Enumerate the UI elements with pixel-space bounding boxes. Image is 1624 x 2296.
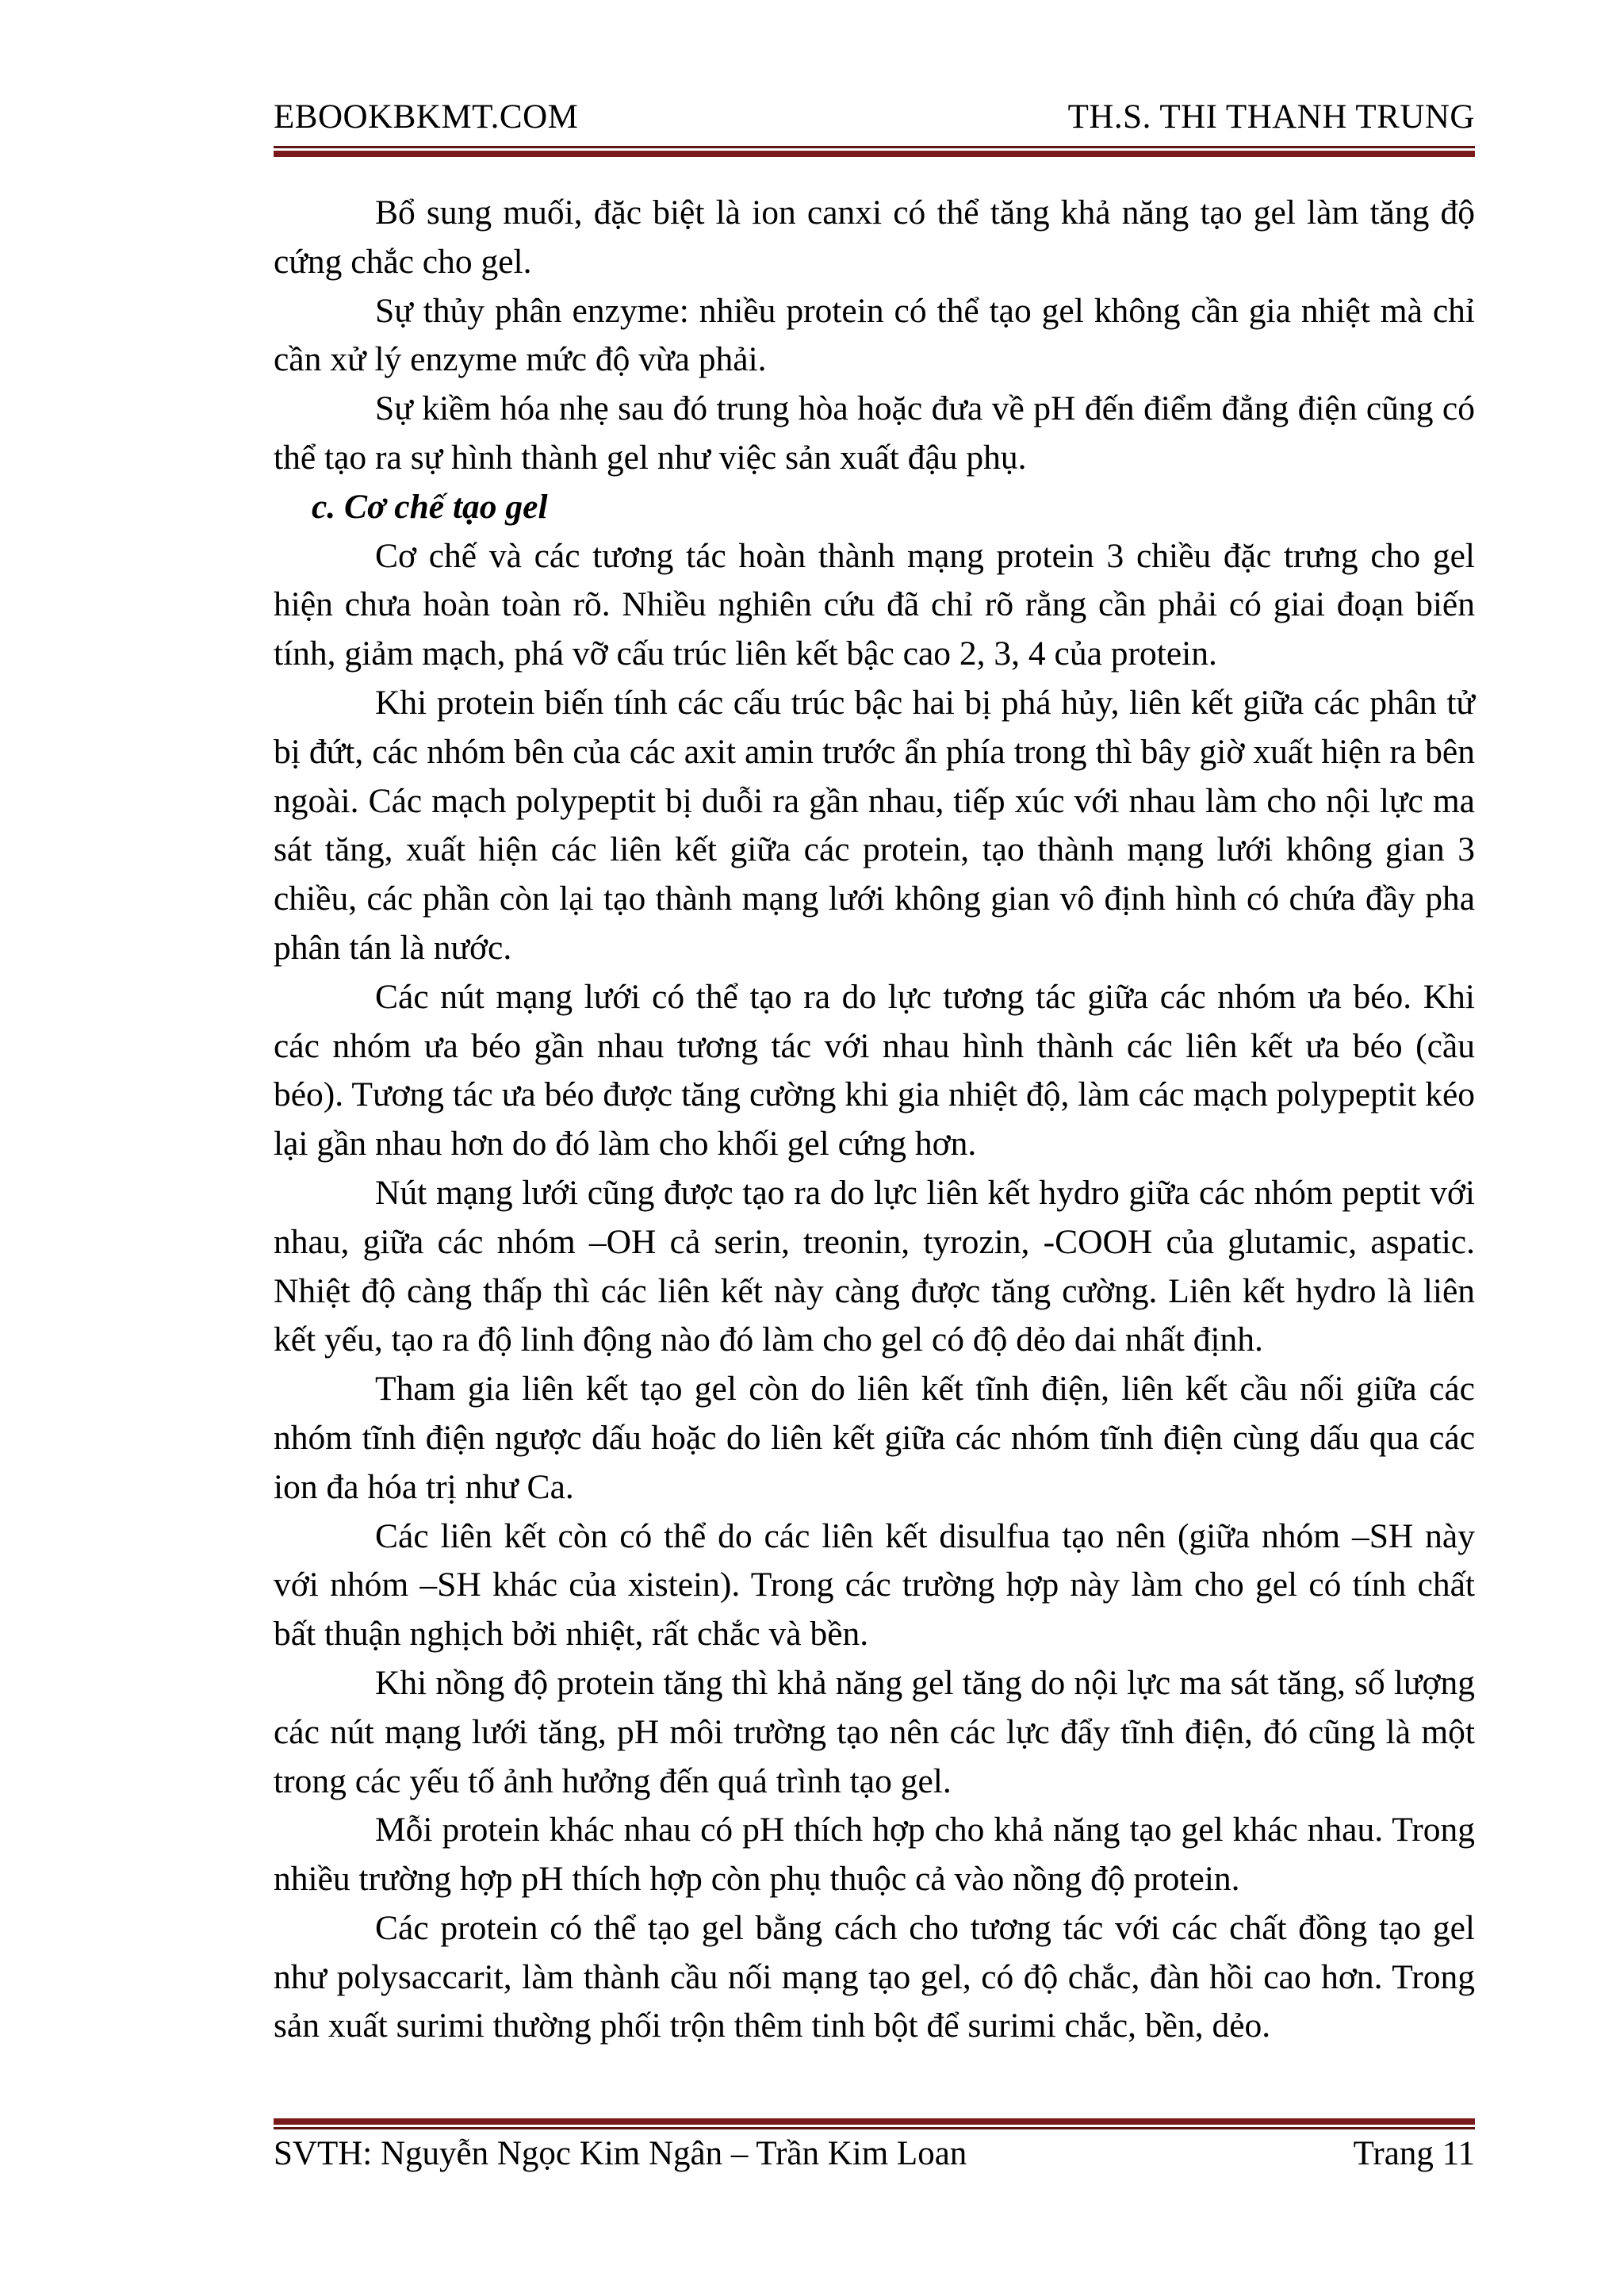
paragraph: Nút mạng lưới cũng được tạo ra do lực liên kết hydro giữa các nhóm peptit với nhau, giữa các nhóm –OH cả serin, treonin, tyrozin, -COOH của glutamic, aspatic. Nhiệt độ càng thấp thì các liên kết này càng được tăng cường. Liên kết hydro là liên kết yếu, tạo ra độ linh động nào đó làm cho gel có độ dẻo dai nhất định. — [274, 1173, 1475, 1359]
footer-students: SVTH: Nguyễn Ngọc Kim Ngân – Trần Kim Loan — [274, 2135, 967, 2172]
paragraph: Khi protein biến tính các cấu trúc bậc hai bị phá hủy, liên kết giữa các phân tử bị đứt, các nhóm bên của các axit amin trước ẩn phía trong thì bây giờ xuất hiện ra bên ngoài. Các mạch polypeptit bị duỗi ra gần nhau, tiếp xúc với nhau làm cho nội lực ma sát tăng, xuất hiện các liên kết giữa các protein, tạo thành mạng lưới không gian 3 chiều, các phần còn lại tạo thành mạng lưới không gian vô định hình có chứa đầy pha phân tán là nước. — [274, 683, 1475, 967]
paragraph: Các protein có thể tạo gel bằng cách cho tương tác với các chất đồng tạo gel như polysaccarit, làm thành cầu nối mạng tạo gel, có độ chắc, đàn hồi cao hơn. Trong sản xuất surimi thường phối trộn thêm tinh bột để surimi chắc, bền, dẻo. — [274, 1908, 1475, 2045]
paragraph: Cơ chế và các tương tác hoàn thành mạng protein 3 chiều đặc trưng cho gel hiện chưa hoàn toàn rõ. Nhiều nghiên cứu đã chỉ rõ rằng cần phải có giai đoạn biến tính, giảm mạch, phá vỡ cấu trúc liên kết bậc cao 2, 3, 4 của protein. — [274, 536, 1475, 673]
header-author: TH.S. THI THANH TRUNG — [1067, 98, 1475, 136]
page-footer — [274, 2130, 1475, 2186]
footer-rule — [274, 2118, 1475, 2129]
page-number: Trang 11 — [1353, 2135, 1475, 2172]
header-rule — [274, 146, 1475, 157]
header-site-name: EBOOKBKMT.COM — [274, 98, 579, 136]
paragraph: Bổ sung muối, đặc biệt là ion canxi có thể tăng khả năng tạo gel làm tăng độ cứng chắc cho gel. — [274, 194, 1475, 281]
paragraph: Các nút mạng lưới có thể tạo ra do lực tương tác giữa các nhóm ưa béo. Khi các nhóm ưa béo gần nhau tương tác với nhau hình thành các liên kết ưa béo (cầu béo). Tương tác ưa béo được tăng cường khi gia nhiệt độ, làm các mạch polypeptit kéo lại gần nhau hơn do đó làm cho khối gel cứng hơn. — [274, 977, 1475, 1163]
paragraph: Mỗi protein khác nhau có pH thích hợp cho khả năng tạo gel khác nhau. Trong nhiều trường hợp pH thích hợp còn phụ thuộc cả vào nồng độ protein. — [274, 1811, 1475, 1899]
page-header — [274, 94, 1475, 149]
paragraph: Sự thủy phân enzyme: nhiều protein có thể tạo gel không cần gia nhiệt mà chỉ cần xử lý enzyme mức độ vừa phải. — [274, 291, 1475, 379]
paragraph: Khi nồng độ protein tăng thì khả năng gel tăng do nội lực ma sát tăng, số lượng các nút mạng lưới tăng, pH môi trường tạo nên các lực đẩy tĩnh điện, đó cũng là một trong các yếu tố ảnh hưởng đến quá trình tạo gel. — [274, 1663, 1475, 1800]
document-body — [274, 189, 1475, 2108]
paragraph: Sự kiềm hóa nhẹ sau đó trung hòa hoặc đưa về pH đến điểm đẳng điện cũng có thể tạo ra sự hình thành gel như việc sản xuất đậu phụ. — [274, 389, 1475, 477]
section-heading: c. Cơ chế tạo gel — [312, 487, 548, 526]
paragraph: Tham gia liên kết tạo gel còn do liên kết tĩnh điện, liên kết cầu nối giữa các nhóm tĩnh điện ngược dấu hoặc do liên kết giữa các nhóm tĩnh điện cùng dấu qua các ion đa hóa trị như Ca. — [274, 1370, 1475, 1506]
paragraph: Các liên kết còn có thể do các liên kết disulfua tạo nên (giữa nhóm –SH này với nhóm –SH khác của xistein). Trong các trường hợp này làm cho gel có tính chất bất thuận nghịch bởi nhiệt, rất chắc và bền. — [274, 1516, 1475, 1654]
